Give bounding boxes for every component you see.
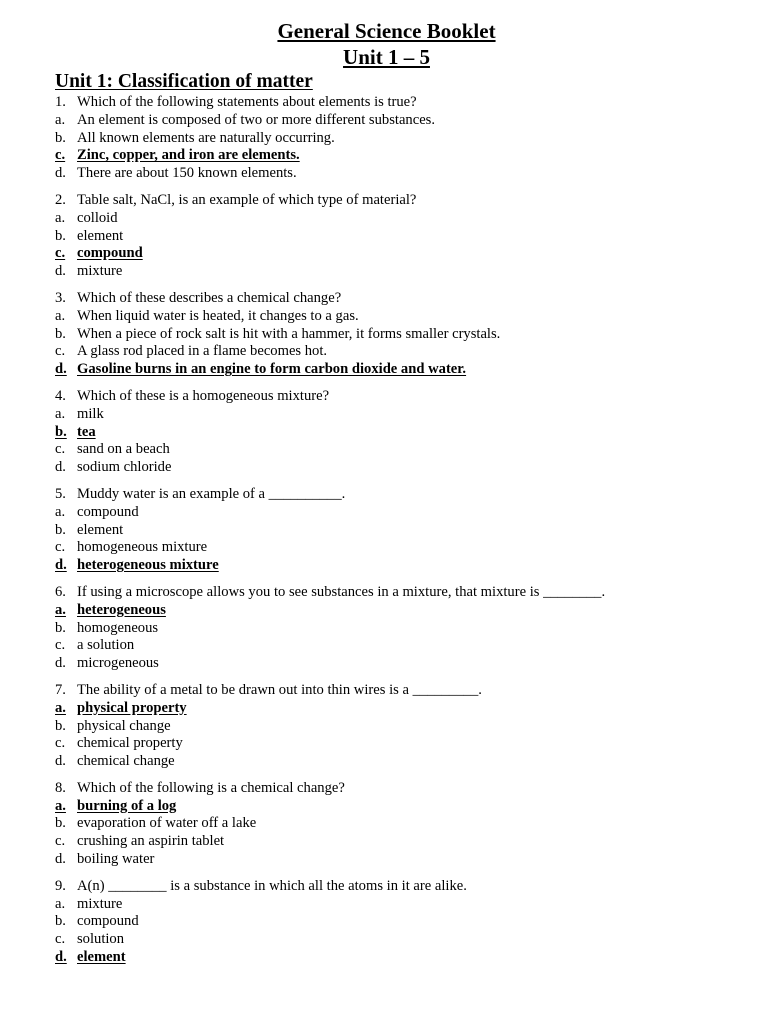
option-text: homogeneous	[77, 619, 159, 636]
question	[55, 682, 768, 771]
question-number: 9.	[55, 877, 66, 894]
option-label: a.	[55, 209, 66, 226]
option-text: compound	[77, 913, 139, 930]
question-stem	[55, 388, 768, 406]
option-text: chemical change	[77, 753, 175, 770]
option-label: d.	[55, 361, 67, 378]
question-stem	[55, 94, 768, 112]
answer-option	[55, 263, 768, 281]
question-text: Muddy water is an example of a __________.	[77, 485, 346, 502]
question-text: The ability of a metal to be drawn out into thin wires is a _________.	[77, 681, 482, 698]
option-text: Zinc, copper, and iron are elements.	[77, 147, 300, 164]
answer-option	[55, 522, 768, 540]
question-list	[55, 94, 768, 967]
option-text: heterogeneous mixture	[77, 557, 219, 574]
option-label: d.	[55, 165, 66, 182]
option-label: a.	[55, 111, 66, 128]
option-label: b.	[55, 227, 66, 244]
option-label: c.	[55, 245, 66, 262]
answer-option	[55, 753, 768, 771]
option-label: d.	[55, 949, 67, 966]
answer-option	[55, 851, 768, 869]
answer-option	[55, 815, 768, 833]
question-stem	[55, 584, 768, 602]
question-number: 7.	[55, 681, 66, 698]
answer-option-correct	[55, 245, 768, 263]
answer-option	[55, 130, 768, 148]
option-text: When a piece of rock salt is hit with a hammer, it forms smaller crystals.	[77, 325, 501, 342]
option-text: mixture	[77, 263, 123, 280]
option-text: heterogeneous	[77, 601, 166, 618]
question-text: Table salt, NaCl, is an example of which type of material?	[77, 191, 417, 208]
option-text: mixture	[77, 895, 123, 912]
answer-option	[55, 718, 768, 736]
option-label: b.	[55, 423, 67, 440]
answer-option-correct	[55, 798, 768, 816]
option-text: tea	[77, 423, 96, 440]
option-label: d.	[55, 655, 66, 672]
option-label: a.	[55, 405, 66, 422]
answer-option	[55, 441, 768, 459]
option-text: A glass rod placed in a flame becomes hot.	[77, 343, 328, 360]
option-label: a.	[55, 797, 66, 814]
option-label: c.	[55, 147, 66, 164]
title-block	[55, 18, 718, 70]
answer-option	[55, 655, 768, 673]
option-label: c.	[55, 441, 66, 458]
option-label: d.	[55, 557, 67, 574]
option-label: c.	[55, 833, 66, 850]
question	[55, 94, 768, 183]
option-label: a.	[55, 895, 66, 912]
answer-option-correct	[55, 949, 768, 967]
question-number: 8.	[55, 779, 66, 796]
question-number: 6.	[55, 583, 66, 600]
option-label: a.	[55, 307, 66, 324]
option-text: An element is composed of two or more different substances.	[77, 111, 435, 128]
question-text: Which of these describes a chemical change?	[77, 289, 342, 306]
option-label: c.	[55, 637, 66, 654]
option-text: compound	[77, 503, 139, 520]
option-text: chemical property	[77, 735, 183, 752]
answer-option-correct	[55, 700, 768, 718]
option-text: sodium chloride	[77, 459, 172, 476]
option-label: d.	[55, 851, 66, 868]
answer-option	[55, 343, 768, 361]
document-title: General Science Booklet	[277, 19, 496, 43]
question-stem	[55, 486, 768, 504]
option-text: solution	[77, 931, 125, 948]
answer-option	[55, 326, 768, 344]
option-label: b.	[55, 815, 66, 832]
question-number: 4.	[55, 387, 66, 404]
question	[55, 192, 768, 281]
option-label: b.	[55, 913, 66, 930]
question	[55, 584, 768, 673]
option-text: boiling water	[77, 851, 155, 868]
option-text: There are about 150 known elements.	[77, 165, 297, 182]
option-text: burning of a log	[77, 797, 177, 814]
option-text: Gasoline burns in an engine to form carbon dioxide and water.	[77, 361, 467, 378]
question-stem	[55, 192, 768, 210]
option-text: All known elements are naturally occurring.	[77, 129, 335, 146]
option-label: b.	[55, 325, 66, 342]
question-text: A(n) ________ is a substance in which all the atoms in it are alike.	[77, 877, 467, 894]
answer-option	[55, 210, 768, 228]
option-text: crushing an aspirin tablet	[77, 833, 225, 850]
answer-option-correct	[55, 424, 768, 442]
option-text: homogeneous mixture	[77, 539, 208, 556]
question-text: Which of these is a homogeneous mixture?	[77, 387, 330, 404]
question-number: 5.	[55, 485, 66, 502]
option-text: physical property	[77, 699, 187, 716]
answer-option-correct	[55, 361, 768, 379]
option-text: a solution	[77, 637, 135, 654]
answer-option	[55, 735, 768, 753]
question-text: If using a microscope allows you to see substances in a mixture, that mixture is ________.	[77, 583, 606, 600]
option-label: d.	[55, 459, 66, 476]
option-label: d.	[55, 263, 66, 280]
question	[55, 388, 768, 477]
answer-option-correct	[55, 147, 768, 165]
question-number: 2.	[55, 191, 66, 208]
question	[55, 486, 768, 575]
option-label: a.	[55, 699, 66, 716]
option-text: element	[77, 521, 124, 538]
answer-option	[55, 459, 768, 477]
answer-option	[55, 931, 768, 949]
option-label: b.	[55, 521, 66, 538]
option-text: sand on a beach	[77, 441, 170, 458]
question-stem	[55, 878, 768, 896]
question	[55, 780, 768, 869]
option-text: evaporation of water off a lake	[77, 815, 257, 832]
question-text: Which of the following statements about elements is true?	[77, 94, 417, 110]
option-label: c.	[55, 931, 66, 948]
answer-option	[55, 913, 768, 931]
question-stem	[55, 290, 768, 308]
answer-option	[55, 406, 768, 424]
answer-option	[55, 896, 768, 914]
answer-option-correct	[55, 602, 768, 620]
option-label: c.	[55, 539, 66, 556]
option-text: colloid	[77, 209, 118, 226]
option-text: When liquid water is heated, it changes to a gas.	[77, 307, 359, 324]
option-text: element	[77, 949, 126, 966]
option-label: a.	[55, 601, 66, 618]
answer-option	[55, 112, 768, 130]
answer-option	[55, 620, 768, 638]
question-number: 1.	[55, 94, 66, 110]
option-label: c.	[55, 343, 66, 360]
question-number: 3.	[55, 289, 66, 306]
answer-option	[55, 228, 768, 246]
answer-option	[55, 637, 768, 655]
answer-option	[55, 539, 768, 557]
option-label: d.	[55, 753, 66, 770]
answer-option	[55, 308, 768, 326]
option-label: b.	[55, 717, 66, 734]
question	[55, 290, 768, 379]
option-label: a.	[55, 503, 66, 520]
option-label: b.	[55, 129, 66, 146]
question-stem	[55, 682, 768, 700]
option-text: milk	[77, 405, 104, 422]
answer-option	[55, 165, 768, 183]
option-label: b.	[55, 619, 66, 636]
question	[55, 878, 768, 967]
option-text: compound	[77, 245, 143, 262]
document-subtitle: Unit 1 – 5	[343, 45, 430, 69]
answer-option	[55, 504, 768, 522]
unit-heading: Unit 1: Classification of matter	[55, 71, 313, 92]
answer-option-correct	[55, 557, 768, 575]
option-text: physical change	[77, 717, 171, 734]
question-text: Which of the following is a chemical change?	[77, 779, 345, 796]
option-label: c.	[55, 735, 66, 752]
option-text: microgeneous	[77, 655, 159, 672]
answer-option	[55, 833, 768, 851]
option-text: element	[77, 227, 124, 244]
question-stem	[55, 780, 768, 798]
